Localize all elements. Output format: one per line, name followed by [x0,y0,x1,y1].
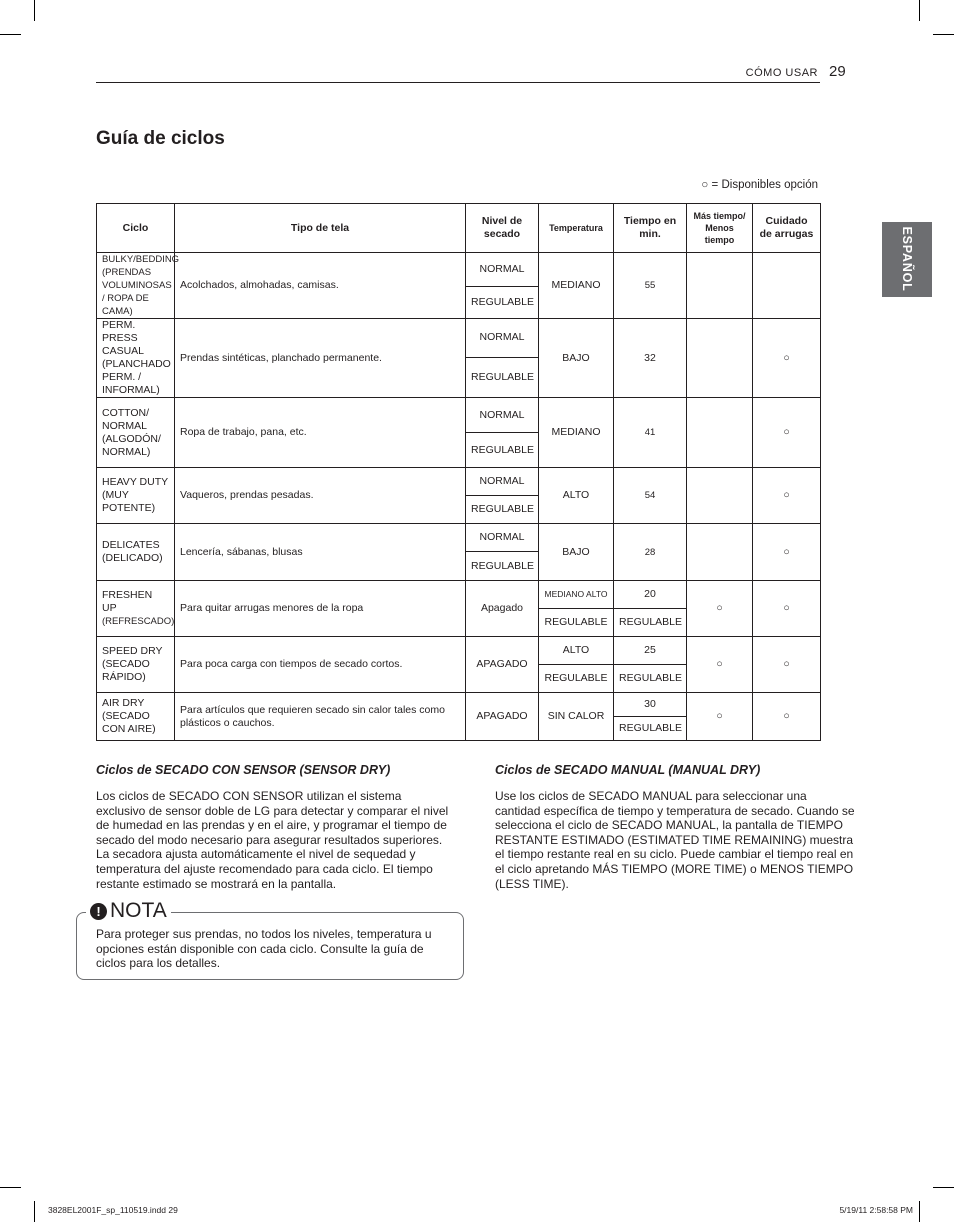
cycle-guide-table [96,203,821,741]
circle-icon: ○ [687,581,753,637]
note-title [86,899,171,923]
fabric-type: Para poca carga con tiempos de secado cortos. [175,637,466,693]
dry-level: REGULABLE [466,286,539,318]
crop-mark [919,0,920,21]
manual-dry-heading: Ciclos de SECADO MANUAL (MANUAL DRY) [495,763,761,777]
table-row [97,637,821,665]
more-less-time [687,468,753,524]
circle-icon: ○ [687,637,753,693]
circle-icon: ○ [753,319,821,398]
crop-mark [0,34,21,35]
note-body: Para proteger sus prendas, no todos los niveles, temperatura u opciones están disponible con cada ciclo. Consulte la guía de ciclos para los detalles. [96,927,432,971]
cycle-name: HEAVY DUTY (MUY POTENTE) [97,468,175,524]
sensor-dry-body: Los ciclos de SECADO CON SENSOR utilizan el sistema exclusivo de sensor doble de LG para detectar y comparar el nivel de humedad en las prendas y en el aire, y programar el tiempo de secado del modo necesario para asegurar resultados superiores. La secadora ajusta automáticamente el nivel de sequedad y temperatura del ajuste recomendado para cada ciclo. El tiempo restante estimado se mostrará en la pantalla. [96,789,449,891]
page-title: Guía de ciclos [96,128,225,149]
fabric-type: Para quitar arrugas menores de la ropa [175,581,466,637]
footer-file: 3828EL2001F_sp_110519.indd 29 [48,1205,178,1215]
temperature: MEDIANO [539,398,614,468]
header-cell: Ciclo [97,204,175,253]
temperature: BAJO [539,319,614,398]
dry-level: APAGADO [466,693,539,741]
legend [701,179,818,191]
circle-icon: ○ [753,581,821,637]
dry-level: APAGADO [466,637,539,693]
fabric-type: Prendas sintéticas, planchado permanente. [175,319,466,398]
temperature: MEDIANO ALTO [539,581,614,609]
temperature: ALTO [539,468,614,524]
fabric-type: Vaqueros, prendas pesadas. [175,468,466,524]
dry-level: REGULABLE [466,552,539,581]
time: REGULABLE [614,609,687,637]
table-row [97,693,821,717]
cycle-name: AIR DRY (SECADO CON AIRE) [97,693,175,741]
time: REGULABLE [614,665,687,693]
header-cell: Temperatura [539,204,614,253]
time: 30 [614,693,687,717]
cycle-name: SPEED DRY (SECADO RÁPIDO) [97,637,175,693]
circle-icon: ○ [753,524,821,581]
circle-icon: ○ [753,468,821,524]
header-rule [96,82,820,83]
time: 54 [614,468,687,524]
circle-icon: ○ [753,398,821,468]
table-row [97,581,821,609]
dry-level: NORMAL [466,468,539,496]
note-title-text: NOTA [110,899,167,922]
header-cell: Cuidado de arrugas [753,204,821,253]
temperature: REGULABLE [539,665,614,693]
crop-mark [0,1187,21,1188]
dry-level: REGULABLE [466,496,539,524]
crop-mark [933,34,954,35]
temperature: MEDIANO [539,253,614,319]
language-tab-label: ESPAÑOL [900,226,914,292]
crop-mark [919,1201,920,1222]
temperature: REGULABLE [539,609,614,637]
table-row [97,524,821,552]
circle-icon: ○ [753,693,821,741]
temperature: SIN CALOR [539,693,614,741]
circle-icon: ○ [753,637,821,693]
more-less-time [687,524,753,581]
cycle-name-main: FRESHEN UP [102,589,153,614]
more-less-time [687,398,753,468]
table-row [97,253,821,287]
header-cell: Tipo de tela [175,204,466,253]
language-tab [882,222,932,297]
table-row [97,398,821,433]
fabric-type: Para artículos que requieren secado sin calor tales como plásticos o cauchos. [175,693,466,741]
header-cell: Nivel de secado [466,204,539,253]
table-header-row [97,204,821,253]
temperature: ALTO [539,637,614,665]
table-row [97,319,821,358]
sensor-dry-heading: Ciclos de SECADO CON SENSOR (SENSOR DRY) [96,763,391,777]
manual-dry-body: Use los ciclos de SECADO MANUAL para seleccionar una cantidad específica de tiempo y temperatura de secado. Cuando se selecciona el ciclo de SECADO MANUAL, la pantalla de TIEMPO RESTANTE ESTIMADO (ESTIMATED TIME REMAINING) muestra el tiempo restante real en su ciclo. Puede cambiar el tiempo real en el ciclo apretando MÁS TIEMPO (MORE TIME) o MENOS TIEMPO (LESS TIME). [495,789,855,891]
more-less-time [687,253,753,319]
circle-icon: ○ [701,179,709,191]
fabric-type: Ropa de trabajo, pana, etc. [175,398,466,468]
cycle-name-sub: (REFRESCADO) [102,616,175,627]
table-row [97,468,821,496]
cycle-name [97,581,175,637]
dry-level: NORMAL [466,253,539,287]
footer-date: 5/19/11 2:58:58 PM [839,1205,913,1215]
time: 55 [614,253,687,319]
dry-level: REGULABLE [466,433,539,468]
warning-icon: ! [90,903,107,920]
more-less-time [687,319,753,398]
crop-mark [34,0,35,21]
legend-text: = Disponibles opción [711,179,818,191]
wrinkle-care [753,253,821,319]
cycle-name: DELICATES (DELICADO) [97,524,175,581]
cycle-name: COTTON/ NORMAL (ALGODÓN/ NORMAL) [97,398,175,468]
time: 28 [614,524,687,581]
dry-level: NORMAL [466,398,539,433]
dry-level: NORMAL [466,319,539,358]
time: 41 [614,398,687,468]
header-cell: Más tiempo/ Menos tiempo [687,204,753,253]
time: 32 [614,319,687,398]
crop-mark [34,1201,35,1222]
header-cell: Tiempo en min. [614,204,687,253]
time: 20 [614,581,687,609]
fabric-type: Lencería, sábanas, blusas [175,524,466,581]
time: REGULABLE [614,717,687,741]
circle-icon: ○ [687,693,753,741]
time: 25 [614,637,687,665]
dry-level: Apagado [466,581,539,637]
fabric-type: Acolchados, almohadas, camisas. [175,253,466,319]
temperature: BAJO [539,524,614,581]
page-number: 29 [829,63,846,80]
dry-level: NORMAL [466,524,539,552]
cycle-name: BULKY/BEDDING (PRENDAS VOLUMINOSAS / ROPA DE CAMA) [97,253,175,319]
dry-level: REGULABLE [466,357,539,397]
crop-mark [933,1187,954,1188]
section-title: CÓMO USAR [745,67,818,79]
cycle-name: PERM. PRESS CASUAL (PLANCHADO PERM. / INFORMAL) [97,319,175,398]
